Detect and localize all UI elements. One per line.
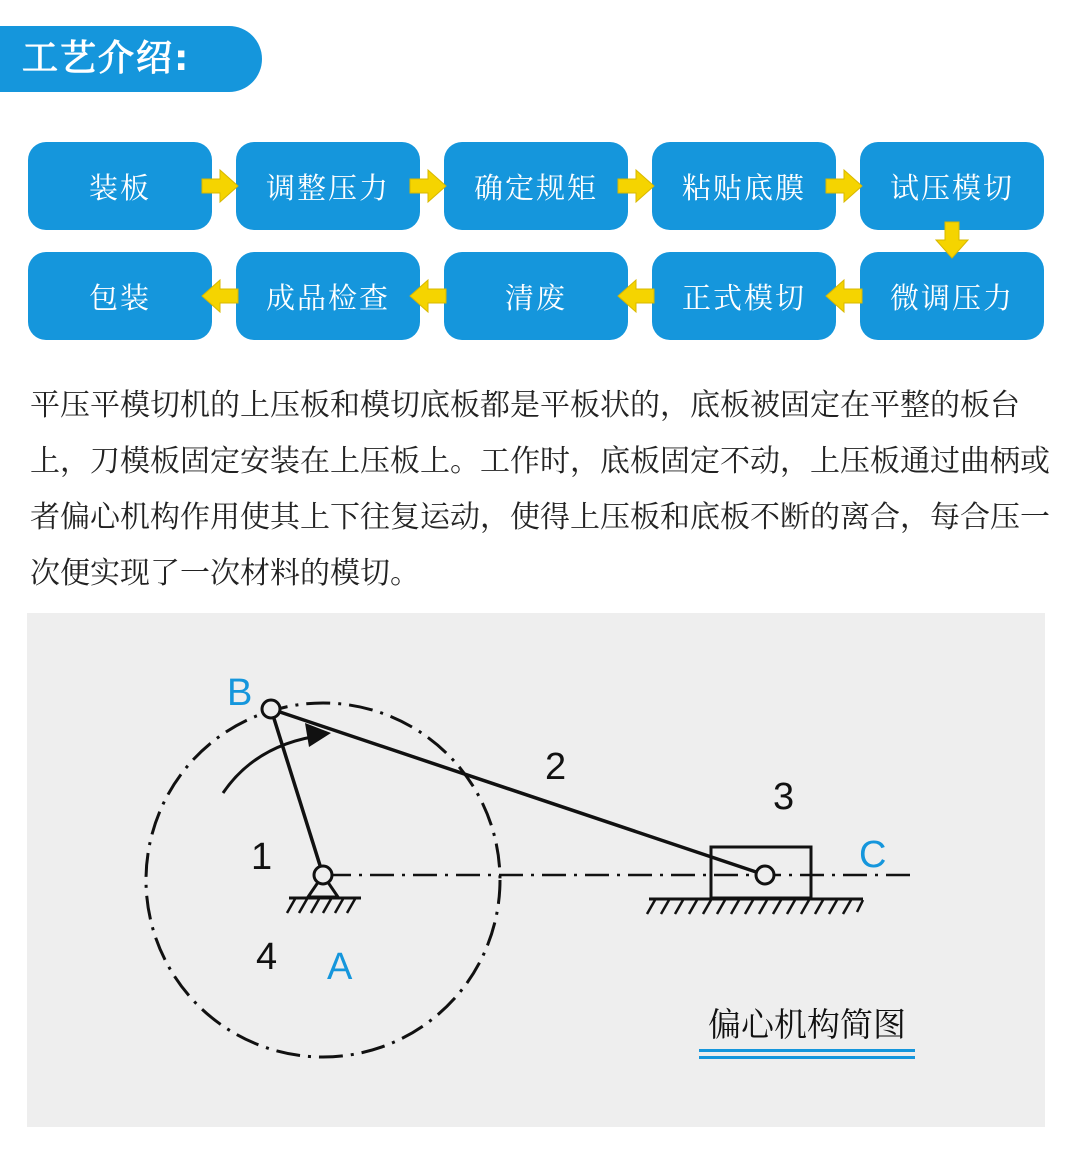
arrow-right-icon [202, 170, 238, 202]
section-title: 工艺介绍: [22, 38, 191, 79]
step-4: 粘贴底膜 [652, 142, 836, 230]
arrow-right-icon [410, 170, 446, 202]
description-text: 平压平模切机的上压板和模切底板都是平板状的，底板被固定在平整的板台上，刀模板固定安装在上压板上。工作时，底板固定不动，上压板通过曲柄或者偏心机构作用使其上下往复运动，使得上压板和底板不断的离合，每合压一次便实现了一次材料的模切。 [30, 388, 1050, 591]
joint-b [262, 700, 280, 718]
flow-arrows [0, 0, 1075, 360]
process-flow [0, 0, 1075, 360]
guide-hatch [647, 900, 863, 914]
label-b: B [227, 672, 253, 714]
label-a: A [327, 946, 353, 988]
step-10: 包装 [28, 252, 212, 340]
step-2: 调整压力 [236, 142, 420, 230]
step-6: 微调压力 [860, 252, 1044, 340]
arrow-down-icon [936, 222, 968, 258]
arrow-left-icon [826, 280, 862, 312]
arrow-left-icon [202, 280, 238, 312]
ground-a-hatch [287, 899, 355, 913]
label-4: 4 [256, 936, 278, 978]
step-7: 正式模切 [652, 252, 836, 340]
label-2: 2 [545, 746, 567, 788]
arrow-right-icon [826, 170, 862, 202]
arrow-left-icon [410, 280, 446, 312]
step-5: 试压模切 [860, 142, 1044, 230]
caption-underline [699, 1049, 915, 1059]
diagram-caption: 偏心机构简图 [708, 1005, 906, 1044]
step-8: 清废 [444, 252, 628, 340]
arrow-right-icon [618, 170, 654, 202]
step-1: 装板 [28, 142, 212, 230]
step-9: 成品检查 [236, 252, 420, 340]
joint-slider [756, 866, 774, 884]
label-3: 3 [773, 776, 795, 818]
mechanism-diagram [27, 613, 1045, 1127]
step-3: 确定规矩 [444, 142, 628, 230]
connecting-rod [271, 709, 765, 875]
arrow-left-icon [618, 280, 654, 312]
label-1: 1 [251, 836, 273, 878]
joint-a [314, 866, 332, 884]
label-c: C [859, 834, 887, 876]
